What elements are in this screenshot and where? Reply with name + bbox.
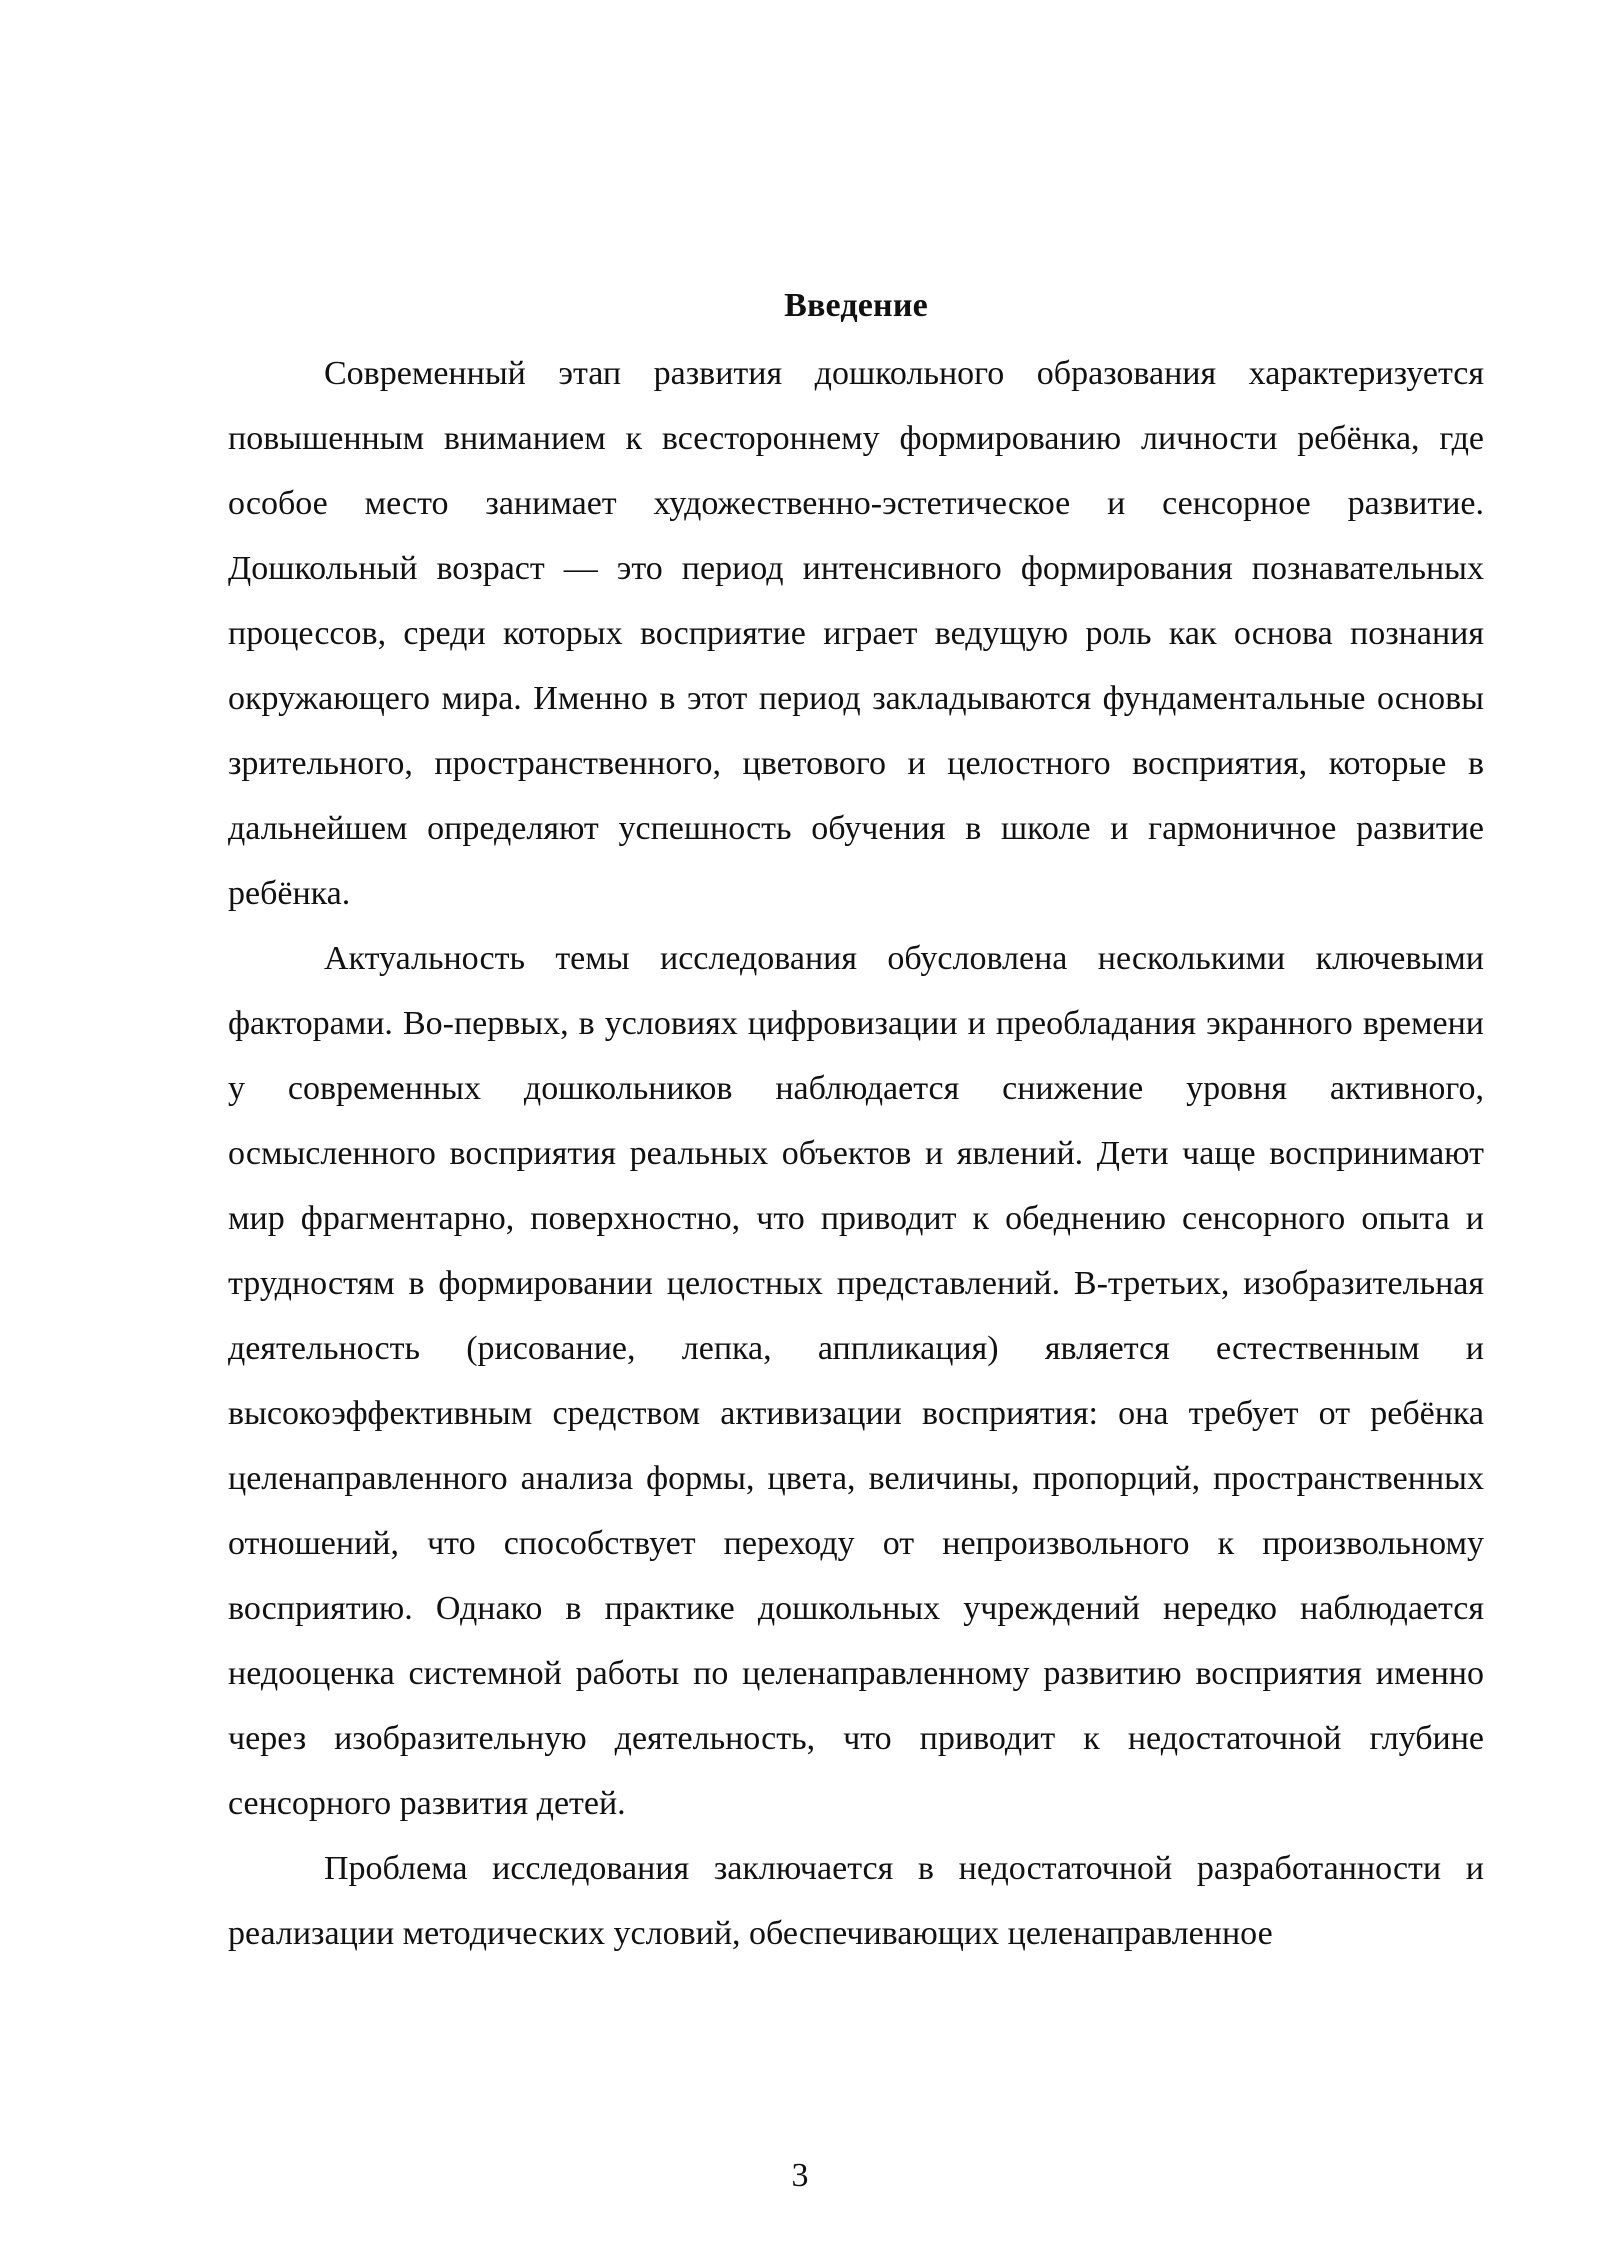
paragraph-introduction: Современный этап развития дошкольного образования характеризуется повышенным вниманием к всестороннему формированию личности ребёнка, где особое место занимает художественно-эстетическое и сенсорное развитие. Дошкольный возраст — это период интенсивного формирования познавательных процессов, среди которых восприятие играет ведущую роль как основа познания окружающего мира. Именно в этот период закладываются фундаментальные основы зрительного, пространственного, цветового и целостного восприятия, которые в дальнейшем определяют успешность обучения в школе и гармоничное развитие ребёнка. xyxy=(228,355,1484,912)
page-number: 3 xyxy=(791,2157,809,2194)
section-heading: Введение xyxy=(784,287,928,324)
paragraph-relevance: Актуальность темы исследования обусловлена несколькими ключевыми факторами. Во-первых, в условиях цифровизации и преобладания экранного времени у современных дошкольников наблюдается снижение уровня активного, осмысленного восприятия реальных объектов и явлений. Дети чаще воспринимают мир фрагментарно, поверхностно, что приводит к обеднению сенсорного опыта и трудностям в формировании целостных представлений. В-третьих, изобразительная деятельность (рисование, лепка, аппликация) является естественным и высокоэффективным средством активизации восприятия: она требует от ребёнка целенаправленного анализа формы, цвета, величины, пропорций, пространственных отношений, что способствует переходу от непроизвольного к произвольному восприятию. Однако в практике дошкольных учреждений нередко наблюдается недооценка системной работы по целенаправленному развитию восприятия именно через изобразительную деятельность, что приводит к недостаточной глубине сенсорного развития детей. xyxy=(228,940,1484,1822)
paragraph-problem: Проблема исследования заключается в недостаточной разработанности и реализации методических условий, обеспечивающих целенаправленное xyxy=(228,1850,1484,1952)
page-content xyxy=(228,278,1484,1966)
